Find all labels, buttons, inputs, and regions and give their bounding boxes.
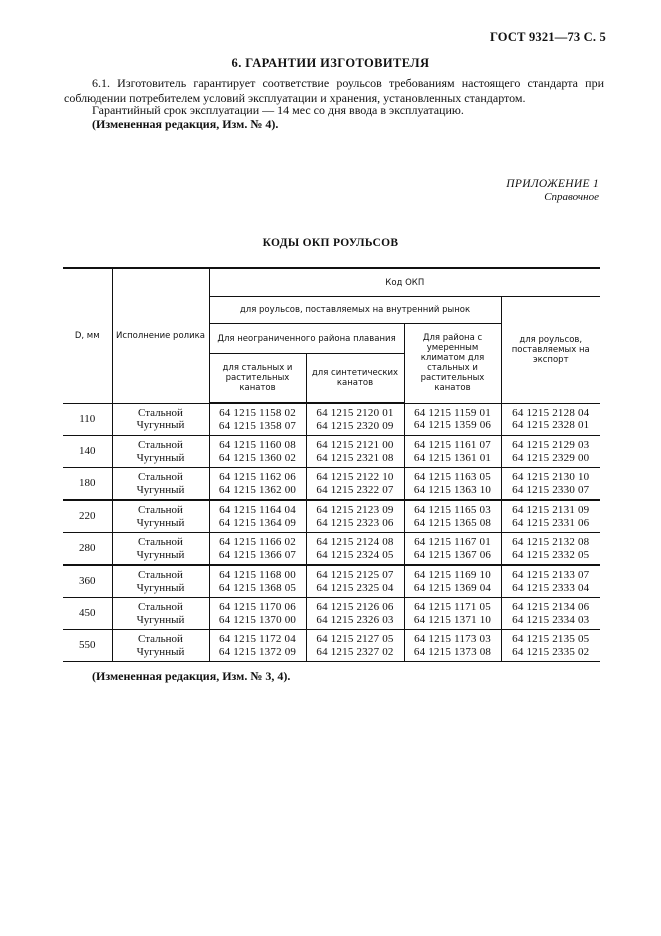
roller-kind-cell	[112, 598, 209, 630]
code-cell	[209, 598, 306, 630]
code-cast-iron: 64 1215 2327 02	[316, 645, 394, 658]
roller-kind-cell	[112, 630, 209, 662]
table-row	[63, 630, 600, 662]
code-steel: 64 1215 2131 09	[512, 504, 590, 516]
code-cast-iron: 64 1215 2322 07	[316, 483, 394, 496]
roller-kind-cell	[112, 533, 209, 566]
table-title: КОДЫ ОКП РОУЛЬСОВ	[262, 237, 399, 249]
table-row	[63, 598, 600, 630]
table-row	[63, 403, 600, 436]
header-roller-kind: Исполнение ролика	[112, 268, 209, 403]
kind-cast-iron: Чугунный	[136, 548, 185, 561]
code-steel: 64 1215 1167 01	[414, 536, 491, 548]
table-row	[63, 468, 600, 501]
table-row	[63, 500, 600, 533]
code-cell	[404, 468, 501, 501]
code-cast-iron: 64 1215 2330 07	[512, 483, 590, 496]
table-row	[63, 436, 600, 468]
code-cell	[306, 468, 404, 501]
kind-cast-iron: Чугунный	[136, 451, 185, 464]
code-cell	[209, 630, 306, 662]
code-steel: 64 1215 2122 10	[316, 471, 394, 483]
code-steel: 64 1215 2132 08	[512, 536, 590, 548]
code-cast-iron: 64 1215 1360 02	[218, 451, 297, 464]
code-cell	[404, 500, 501, 533]
kind-steel: Стальной	[138, 536, 183, 548]
kind-steel: Стальной	[138, 633, 183, 645]
diameter-cell: 180	[63, 468, 112, 501]
code-cell	[306, 403, 404, 436]
code-cast-iron: 64 1215 2328 01	[512, 419, 590, 432]
code-cell	[404, 565, 501, 598]
diameter-cell: 110	[63, 403, 112, 436]
kind-steel: Стальной	[138, 504, 183, 516]
code-cast-iron: 64 1215 2332 05	[512, 548, 590, 561]
okp-codes-table	[63, 267, 600, 662]
code-cast-iron: 64 1215 1366 07	[218, 548, 297, 561]
table-row	[63, 565, 600, 598]
diameter-cell: 140	[63, 436, 112, 468]
code-cast-iron: 64 1215 1368 05	[218, 581, 297, 594]
kind-cast-iron: Чугунный	[136, 613, 185, 626]
code-cast-iron: 64 1215 1362 00	[218, 483, 297, 496]
code-cell	[209, 500, 306, 533]
kind-steel: Стальной	[138, 439, 183, 451]
code-cell	[209, 565, 306, 598]
code-cast-iron: 64 1215 1358 07	[218, 419, 297, 432]
code-cell	[306, 500, 404, 533]
appendix-note: Справочное	[544, 191, 599, 203]
code-cast-iron: 64 1215 2320 09	[316, 419, 394, 432]
code-cast-iron: 64 1215 1359 06	[413, 419, 492, 432]
code-cell	[501, 468, 600, 501]
code-cast-iron: 64 1215 2331 06	[512, 516, 590, 529]
code-cell	[404, 630, 501, 662]
code-cell	[306, 630, 404, 662]
code-cell	[404, 533, 501, 566]
table-amendment-note: (Измененная редакция, Изм. № 3, 4).	[92, 669, 291, 683]
code-cell	[209, 403, 306, 436]
header-moderate-climate: Для района с умеренным климатом для стальных и растительных канатов	[404, 324, 501, 404]
code-cast-iron: 64 1215 1370 00	[218, 613, 297, 626]
code-cell	[209, 468, 306, 501]
diameter-cell: 360	[63, 565, 112, 598]
code-cell	[501, 533, 600, 566]
header-synthetic-ropes: для синтетических канатов	[306, 354, 404, 404]
kind-cast-iron: Чугунный	[136, 645, 185, 658]
code-steel: 64 1215 1162 06	[219, 471, 296, 483]
code-cast-iron: 64 1215 2326 03	[316, 613, 394, 626]
code-cast-iron: 64 1215 1367 06	[413, 548, 492, 561]
kind-steel: Стальной	[138, 569, 183, 581]
code-cell	[306, 436, 404, 468]
roller-kind-cell	[112, 468, 209, 501]
code-steel: 64 1215 1158 02	[219, 407, 296, 419]
kind-cast-iron: Чугунный	[136, 516, 185, 529]
code-steel: 64 1215 2120 01	[316, 407, 394, 419]
header-unlimited-area: Для неограниченного района плавания	[209, 324, 404, 354]
roller-kind-cell	[112, 403, 209, 436]
code-steel: 64 1215 1166 02	[219, 536, 296, 548]
paragraph-6-1: 6.1. Изготовитель гарантирует соответствие роульсов требованиям настоящего стандарта при соблюдении потребителем условий эксплуатации и хранения, установленных стандартом.	[64, 76, 604, 105]
code-cast-iron: 64 1215 2325 04	[316, 581, 394, 594]
code-cell	[501, 598, 600, 630]
kind-cast-iron: Чугунный	[136, 419, 185, 432]
code-steel: 64 1215 1171 05	[414, 601, 491, 613]
code-cell	[501, 403, 600, 436]
code-cast-iron: 64 1215 1373 08	[413, 645, 492, 658]
header-diameter: D, мм	[63, 268, 112, 403]
code-cast-iron: 64 1215 2334 03	[512, 613, 590, 626]
code-steel: 64 1215 1159 01	[414, 406, 491, 419]
code-cell	[209, 436, 306, 468]
code-cast-iron: 64 1215 1361 01	[413, 451, 492, 464]
code-steel: 64 1215 2127 05	[316, 633, 394, 645]
code-steel: 64 1215 2134 06	[512, 601, 590, 613]
code-steel: 64 1215 2124 08	[316, 536, 394, 548]
diameter-cell: 550	[63, 630, 112, 662]
table-row	[63, 533, 600, 566]
code-cell	[404, 598, 501, 630]
code-cell	[501, 436, 600, 468]
header-export: для роульсов, поставляемых на экспорт	[501, 297, 600, 404]
code-cell	[209, 533, 306, 566]
code-steel: 64 1215 2130 10	[512, 471, 590, 483]
kind-steel: Стальной	[138, 601, 183, 613]
code-steel: 64 1215 1165 03	[414, 504, 491, 516]
kind-steel: Стальной	[138, 471, 183, 483]
diameter-cell: 220	[63, 500, 112, 533]
code-steel: 64 1215 2128 04	[512, 406, 590, 419]
code-steel: 64 1215 1169 10	[414, 569, 491, 581]
header-okp-code: Код ОКП	[209, 268, 600, 297]
code-steel: 64 1215 2135 05	[512, 633, 590, 645]
code-cell	[501, 630, 600, 662]
code-cast-iron: 64 1215 1364 09	[218, 516, 297, 529]
amendment-note: (Измененная редакция, Изм. № 4).	[92, 117, 279, 131]
code-cast-iron: 64 1215 2324 05	[316, 548, 394, 561]
code-cast-iron: 64 1215 2335 02	[512, 645, 590, 658]
code-cast-iron: 64 1215 1363 10	[413, 483, 492, 496]
code-cast-iron: 64 1215 2323 06	[316, 516, 394, 529]
diameter-cell: 450	[63, 598, 112, 630]
code-steel: 64 1215 2133 07	[512, 569, 590, 581]
code-cast-iron: 64 1215 1369 04	[413, 581, 492, 594]
code-steel: 64 1215 2129 03	[512, 439, 590, 451]
document-reference: ГОСТ 9321—73 С. 5	[489, 30, 606, 44]
kind-steel: Стальной	[138, 406, 183, 419]
code-steel: 64 1215 1170 06	[219, 601, 296, 613]
code-steel: 64 1215 1160 08	[219, 439, 296, 451]
appendix-title: ПРИЛОЖЕНИЕ 1	[506, 178, 599, 190]
roller-kind-cell	[112, 500, 209, 533]
code-cast-iron: 64 1215 2333 04	[512, 581, 590, 594]
roller-kind-cell	[112, 565, 209, 598]
code-steel: 64 1215 1172 04	[219, 633, 296, 645]
roller-kind-cell	[112, 436, 209, 468]
code-steel: 64 1215 1168 00	[219, 569, 296, 581]
code-cast-iron: 64 1215 2321 08	[316, 451, 394, 464]
code-cell	[306, 565, 404, 598]
appendix-label-block	[506, 178, 599, 203]
code-steel: 64 1215 2123 09	[316, 504, 394, 516]
header-domestic-market: для роульсов, поставляемых на внутренний рынок	[209, 297, 501, 324]
code-cast-iron: 64 1215 1372 09	[218, 645, 297, 658]
code-cast-iron: 64 1215 1371 10	[413, 613, 492, 626]
code-steel: 64 1215 2121 00	[316, 439, 394, 451]
kind-cast-iron: Чугунный	[136, 483, 185, 496]
code-cell	[306, 533, 404, 566]
code-cell	[306, 598, 404, 630]
code-cell	[501, 500, 600, 533]
diameter-cell: 280	[63, 533, 112, 566]
code-steel: 64 1215 1163 05	[414, 471, 491, 483]
code-cell	[404, 403, 501, 436]
code-steel: 64 1215 1164 04	[219, 504, 296, 516]
code-cell	[501, 565, 600, 598]
code-steel: 64 1215 2126 06	[316, 601, 394, 613]
warranty-period-paragraph: Гарантийный срок эксплуатации — 14 мес со дня ввода в эксплуатацию.	[92, 103, 464, 117]
code-steel: 64 1215 1173 03	[414, 633, 491, 645]
header-steel-plant-ropes: для стальных и растительных канатов	[209, 354, 306, 404]
code-cast-iron: 64 1215 1365 08	[413, 516, 492, 529]
section-title: 6. ГАРАНТИИ ИЗГОТОВИТЕЛЯ	[231, 56, 430, 70]
code-steel: 64 1215 1161 07	[414, 439, 491, 451]
code-cast-iron: 64 1215 2329 00	[512, 451, 590, 464]
code-steel: 64 1215 2125 07	[316, 569, 394, 581]
kind-cast-iron: Чугунный	[136, 581, 185, 594]
code-cell	[404, 436, 501, 468]
